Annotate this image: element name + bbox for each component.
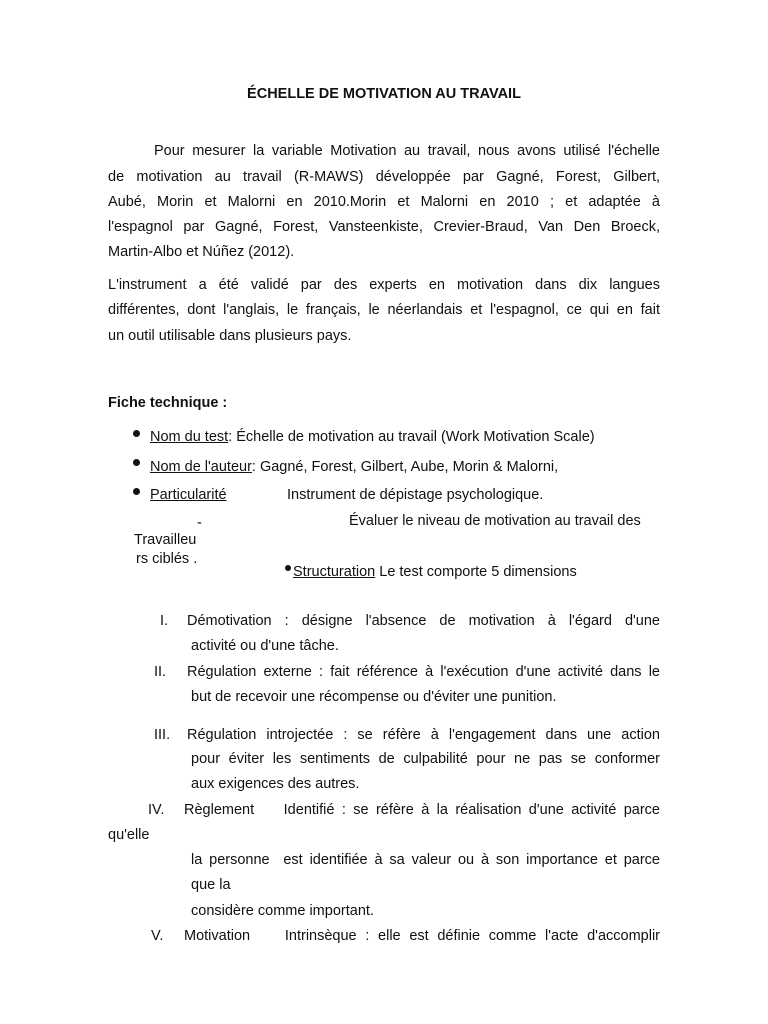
cibles-label-line1: Travailleu <box>134 532 197 548</box>
dimension-number: IV. <box>148 802 165 818</box>
author-label: Nom de l'auteur <box>150 459 252 475</box>
dimension-line: Motivation Intrinsèque : elle est définie comme l'acte d'accomplir <box>184 928 660 944</box>
page-title: ÉCHELLE DE MOTIVATION AU TRAVAIL <box>247 86 521 102</box>
dimension-line: activité ou d'une tâche. <box>191 638 339 654</box>
fiche-item-structuration <box>293 565 577 580</box>
validation-line: un outil utilisable dans plusieurs pays. <box>108 328 352 344</box>
dimension-number: III. <box>154 727 171 743</box>
fiche-item-author <box>150 460 558 475</box>
dimension-line: but de recevoir une récompense ou d'éviter une punition. <box>191 689 557 705</box>
dimension-number: I. <box>160 613 169 629</box>
dimension-line: qu'elle <box>108 827 150 843</box>
structuration-value: Le test comporte 5 dimensions <box>379 564 577 580</box>
fiche-item-test <box>150 430 595 445</box>
test-value: : Échelle de motivation au travail (Work Motivation Scale) <box>228 429 595 445</box>
dimension-line: pour éviter les sentiments de culpabilité pour ne pas se conformer <box>191 751 660 767</box>
particularite-label: Particularité <box>150 487 227 503</box>
test-label: Nom du test <box>150 429 229 445</box>
dimension-line: que la <box>191 877 231 893</box>
dimension-line: Régulation introjectée : se réfère à l'engagement dans une action <box>187 727 660 743</box>
validation-line: différentes, dont l'anglais, le français, le néerlandais et l'espagnol, ce qui en fait <box>108 302 660 318</box>
cibles-label-line2: rs ciblés . <box>136 551 198 567</box>
intro-line: de motivation au travail (R-MAWS) développée par Gagné, Forest, Gilbert, <box>108 169 660 185</box>
author-value: : Gagné, Forest, Gilbert, Aube, Morin & Malorni, <box>251 459 559 475</box>
bullet-icon <box>285 565 291 571</box>
dimension-line: Règlement Identifié : se réfère à la réalisation d'une activité parce <box>184 802 660 818</box>
structuration-label: Structuration <box>293 564 376 580</box>
dimension-number: V. <box>151 928 164 944</box>
validation-line: L'instrument a été validé par des experts en motivation dans dix langues <box>108 277 660 293</box>
particularite-value: Instrument de dépistage psychologique. <box>287 487 544 503</box>
bullet-icon <box>133 459 140 466</box>
dimension-number: II. <box>154 664 167 680</box>
dimension-line: Régulation externe : fait référence à l'exécution d'une activité dans le <box>187 664 660 680</box>
intro-line: Aubé, Morin et Malorni en 2010.Morin et Malorni en 2010 ; et adaptée à <box>108 194 660 210</box>
dimension-line: considère comme important. <box>191 903 374 919</box>
cibles-value: Évaluer le niveau de motivation au travail des <box>349 513 641 529</box>
dimension-line: la personne est identifiée à sa valeur ou à son importance et parce <box>191 852 660 868</box>
intro-line: Martin-Albo et Núñez (2012). <box>108 244 295 260</box>
cibles-dash: - <box>197 515 202 531</box>
bullet-icon <box>133 430 140 437</box>
fiche-heading: Fiche technique : <box>108 395 228 411</box>
bullet-icon <box>133 488 140 495</box>
intro-line: Pour mesurer la variable Motivation au travail, nous avons utilisé l'échelle <box>154 143 660 159</box>
intro-line: l'espagnol par Gagné, Forest, Vansteenkiste, Crevier-Braud, Van Den Broeck, <box>108 219 660 235</box>
dimension-line: Démotivation : désigne l'absence de motivation à l'égard d'une <box>187 613 660 629</box>
dimension-line: aux exigences des autres. <box>191 776 360 792</box>
